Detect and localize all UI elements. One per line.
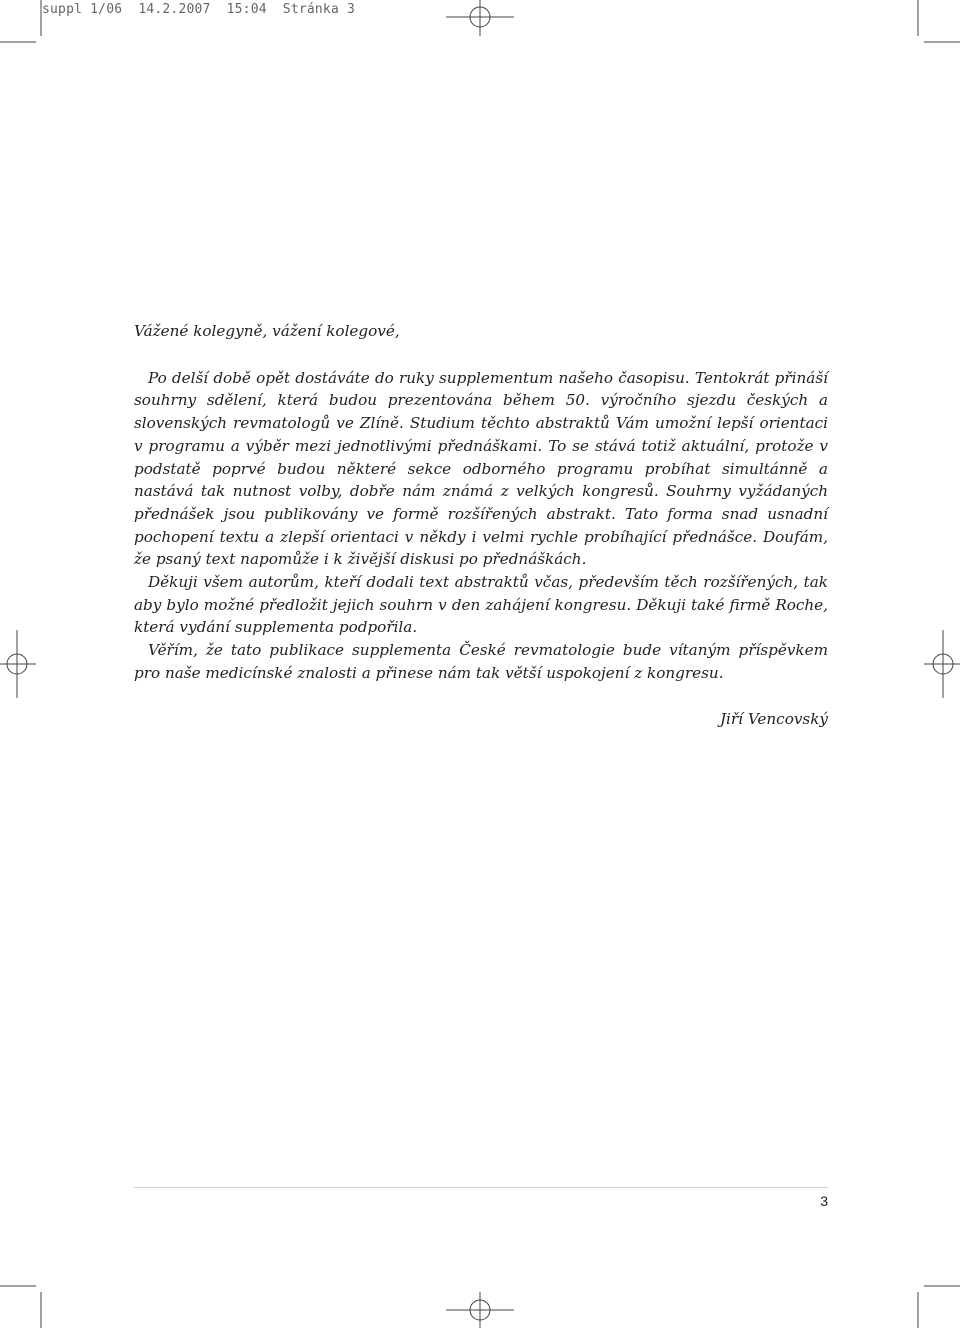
print-slug: suppl 1/06 14.2.2007 15:04 Stránka 3 [42,2,356,17]
paragraph-thanks: Děkuji všem autorům, kteří dodali text abstraktů včas, především těch rozšířených, tak aby bylo možné předložit jejich souhrn v den zahájení kongresu. Děkuji také firmě Roche, která vydání supplementa podpořila. [134,573,828,637]
registration-mark-left [0,630,36,698]
page-number: 3 [820,1193,828,1209]
registration-mark-bottom [446,1292,514,1328]
footer-divider [134,1187,828,1188]
registration-mark-top [446,0,514,36]
salutation: Vážené kolegyně, vážení kolegové, [134,322,400,340]
paragraph-closing: Věřím, že tato publikace supplementa České revmatologie bude vítaným příspěvkem pro naše medicínské znalosti a přinese nám tak větší uspokojení z kongresu. [134,641,828,682]
registration-mark-right [924,630,960,698]
signature: Jiří Vencovský [719,709,828,728]
paragraph-intro: Po delší době opět dostáváte do ruky supplementum našeho časopisu. Tentokrát přináší souhrny sdělení, která budou prezentována během 50. výročního sjezdu českých a slovenských revmatologů ve Zlíně. Studium těchto abstraktů Vám umožní lepší orientaci v programu a výběr mezi jednotlivými přednáškami. To se stává totiž aktuální, protože v podstatě poprvé budou některé sekce odborného programu probíhat simultánně a nastává tak nutnost volby, dobře nám známá z velkých kongresů. Souhrny vyžádaných přednášek jsou publikovány ve formě rozšířených abstrakt. Tato forma snad usnadní pochopení textu a zlepší orientaci v někdy i velmi rychle probíhající přednášce. Doufám, že psaný text napomůže i k živější diskusi po přednáškách. [134,368,828,569]
editorial-letter [134,320,828,745]
